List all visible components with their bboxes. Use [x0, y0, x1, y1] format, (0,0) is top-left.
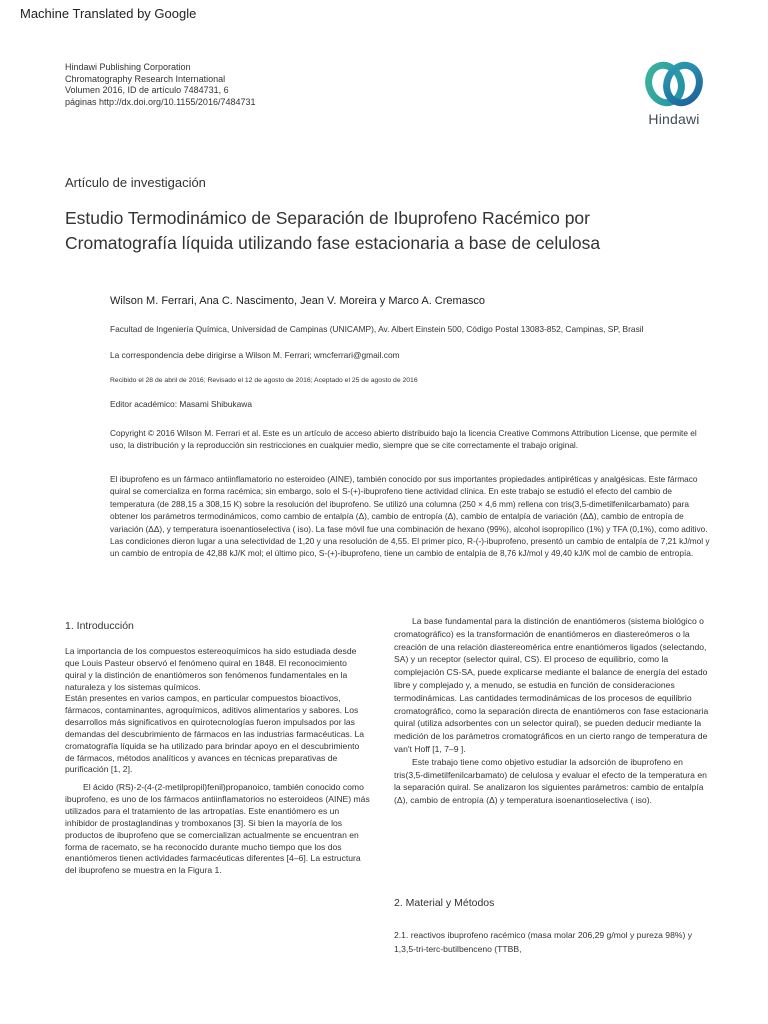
authors: Wilson M. Ferrari, Ana C. Nascimento, Jean V. Moreira y Marco A. Cremasco: [110, 295, 485, 307]
journal-name: Chromatography Research International: [65, 73, 226, 84]
license-statement: Copyright © 2016 Wilson M. Ferrari et al. Este es un artículo de acceso abierto distribuido bajo la licencia Creative Commons Attribution License, que permite el uso, la distribución y la reproducción sin restricciones en cualquier medio, siempre que se cite correctamente el trabajo original.: [110, 428, 697, 450]
journal-volume: Volumen 2016, ID de artículo 7484731, 6: [65, 85, 229, 95]
article-title: [65, 206, 705, 256]
affiliation: Facultad de Ingeniería Química, Universidad de Campinas (UNICAMP), Av. Albert Einstein 500, Código Postal 13083-852, Campinas, SP, Brasil: [110, 324, 644, 334]
article-type: Artículo de investigación: [65, 175, 206, 190]
machine-translated-banner: Machine Translated by Google: [20, 6, 197, 21]
methods-text: 2.1. reactivos ibuprofeno racémico (masa molar 206,29 g/mol y pureza 98%) y 1,3,5-tri-terc-butilbenceno (TTBB,: [394, 930, 693, 954]
section-heading-introduction: 1. Introducción: [65, 620, 134, 632]
abstract: El ibuprofeno es un fármaco antiinflamatorio no esteroideo (AINE), también conocido por sus importantes propiedades antipiréticas y analgésicas. Este fármaco quiral se comercializa en forma racémica; sin embargo, solo el S-(+)-ibuprofeno tiene actividad clínica. En este trabajo se estudió el efecto del cambio de temperatura (de 288,15 a 308,15 K) sobre la resolución del ibuprofeno. Se utilizó una columna (250 × 4,6 mm) rellena con tris(3,5-dimetilfenilcarbamato) para obtener los parámetros termodinámicos, como cambio de entalpía (Δ), cambio de entropía (Δ), cambio de entalpía de variación (ΔΔ), cambio de entropía de variación (ΔΔ), y temperatura isoenantioselectiva ( iso). La fase móvil fue una combinación de hexano (99%), alcohol isopropílico (1%) y TFA (0,1%), como aditivo. Las condiciones dieron lugar a una selectividad de 1,20 y una resolución de 4,55. El primer pico, R-(-)-ibuprofeno, presentó un cambio de entalpía de 7,21 kJ/mol y un cambio de entropía de 42,88 kJ/K mol; el último pico, S-(+)-ibuprofeno, tiene un cambio de entalpía de 8,76 kJ/mol y 49,40 kJ/K mol de cambio de entropía.: [110, 474, 710, 559]
academic-editor: Editor académico: Masami Shibukawa: [110, 399, 252, 409]
journal-info: [65, 62, 256, 108]
hindawi-logo: [632, 58, 716, 127]
received-dates: Recibido el 28 de abril de 2016; Revisado el 12 de agosto de 2016; Aceptado el 25 de agosto de 2016: [110, 377, 418, 384]
journal-pages: páginas http://dx.doi.org/10.1155/2016/7484731: [65, 96, 256, 107]
hindawi-logo-icon: [642, 58, 706, 110]
hindawi-logo-text: Hindawi: [648, 111, 700, 127]
paragraph: La base fundamental para la distinción de enantiómeros (sistema biológico o cromatográfico) es la transformación de enantiómeros en diastereómeros o la creación de una relación diastereomérica entre enantiómeros ligados (selectando, SA) y un receptor (selector quiral, CS). El proceso de equilibrio, como la complejación CS-SA, puede explicarse mediante el balance de energía del estado libre y complejado y, a menudo, se estudia en función de consideraciones termodinámicas. Las cantidades termodinámicas de los procesos de equilibrio cromatográfico, como la separación directa de enantiómeros con fase estacionaria quiral (utiliza adsorbentes con un selector quiral), se pueden deducir mediante la medición de los parámetros cromatográficos en un cierto rango de temperatura de van't Hoff [1, 7–9 ].: [394, 616, 709, 754]
title-line-2: Cromatografía líquida utilizando fase estacionaria a base de celulosa: [65, 233, 601, 253]
left-column: [65, 646, 370, 877]
right-column: [394, 615, 714, 807]
section-heading-methods: 2. Material y Métodos: [394, 897, 495, 909]
correspondence: La correspondencia debe dirigirse a Wilson M. Ferrari; wmcferrari@gmail.com: [110, 350, 400, 360]
paragraph: Este trabajo tiene como objetivo estudiar la adsorción de ibuprofeno en tris(3,5-dimetilfenilcarbamato) de celulosa y evaluar el efecto de la temperatura en la separación quiral. Se analizaron los siguientes parámetros: cambio de entalpía (Δ), cambio de entropía (Δ) y temperatura isoenantioselectiva ( iso).: [394, 756, 707, 806]
title-line-1: Estudio Termodinámico de Separación de Ibuprofeno Racémico por: [65, 208, 590, 228]
journal-publisher: Hindawi Publishing Corporation: [65, 62, 191, 72]
paragraph: La importancia de los compuestos estereoquímicos ha sido estudiada desde que Louis Pasteur observó el fenómeno quiral en 1848. El reconocimiento quiral y la distinción de enantiómeros son fenómenos fundamentales en la naturaleza y los sistemas químicos.: [65, 646, 357, 692]
paragraph: Están presentes en varios campos, en particular compuestos bioactivos, fármacos, contaminantes, agroquímicos, aditivos alimentarios y sabores. Los desarrollos más significativos en quirotecnologías fueron impulsados por las demandas del descubrimiento de fármacos en las industrias farmacéuticas. La cromatografía líquida se ha utilizado para brindar apoyo en el descubrimiento de fármacos, métodos analíticos y avances en técnicas preparativas de purificación [1, 2].: [65, 693, 365, 775]
paragraph: El ácido (RS)-2-(4-(2-metilpropil)fenil)propanoico, también conocido como ibuprofeno, es uno de los fármacos antiinflamatorios no esteroideos (AINE) más utilizados para el tratamiento de las artropatías. Este enantiómero es un inhibidor de prostaglandinas y tromboxanos [3]. Si bien la mayoría de los productos de ibuprofeno que se comercializan actualmente se encuentran en forma de racemato, se ha reconocido durante mucho tiempo que los dos enantiómeros tienen actividades farmacéuticas diferentes [4–6]. La estructura del ibuprofeno se muestra en la Figura 1.: [65, 782, 370, 876]
